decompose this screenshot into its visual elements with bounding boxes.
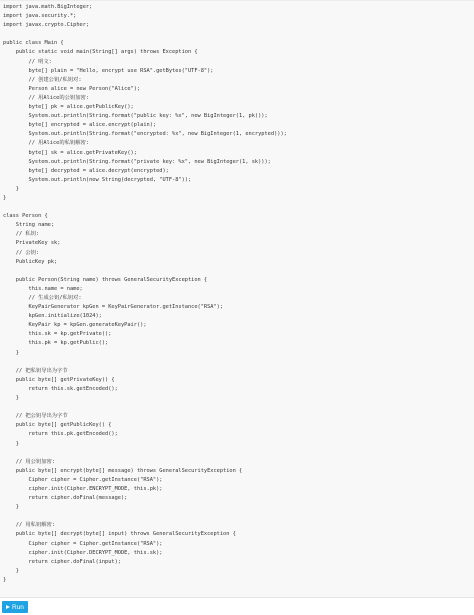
code-line: byte[] decrypted = alice.decrypt(encrypted); <box>3 167 169 174</box>
code-line: byte[] plain = "Hello, encrypt use RSA".getBytes("UTF-8"); <box>3 67 214 74</box>
code-line: // 生成公钥/私钥对: <box>3 295 82 301</box>
code-line: Cipher cipher = Cipher.getInstance("RSA"); <box>3 476 163 483</box>
code-line: // 把公钥导出为字节 <box>3 413 68 420</box>
code-line: public Person(String name) throws GeneralSecurityException { <box>3 276 208 283</box>
code-line: return this.sk.getEncoded(); <box>3 385 118 392</box>
code-line: // 用公钥加密: <box>3 458 55 465</box>
code-line <box>3 449 474 458</box>
code-line: return cipher.doFinal(input); <box>3 558 121 565</box>
code-line <box>3 267 474 276</box>
code-line: class Person { <box>3 213 48 220</box>
code-line: public byte[] getPublicKey() { <box>3 422 112 429</box>
code-line: public byte[] getPrivateKey() { <box>3 376 115 383</box>
code-line: import javax.crypto.Cipher; <box>3 22 90 29</box>
code-line: public class Main { <box>3 40 64 47</box>
code-line: this.name = name; <box>3 285 83 292</box>
code-line: public static void main(String[] args) throws Exception { <box>3 49 198 56</box>
code-line: // 把私钥导出为字节 <box>3 367 68 374</box>
code-line <box>3 203 474 212</box>
code-line: public byte[] encrypt(byte[] message) throws GeneralSecurityException { <box>3 467 243 474</box>
code-line: // 创建公钥/私钥对: <box>3 76 82 83</box>
code-line: // 明文: <box>3 58 52 65</box>
code-line: // 公钥: <box>3 249 40 256</box>
code-line: byte[] sk = alice.getPrivateKey(); <box>3 149 137 156</box>
code-line: } <box>3 576 7 583</box>
code-line: String name; <box>3 222 55 229</box>
play-icon <box>6 605 10 609</box>
code-line: } <box>3 194 7 201</box>
code-line: // 私钥: <box>3 231 40 238</box>
code-line: this.sk = kp.getPrivate(); <box>3 331 112 338</box>
code-line: kpGen.initialize(1024); <box>3 313 102 320</box>
code-line <box>3 30 474 39</box>
code-content[interactable] <box>0 1 474 585</box>
code-line: System.out.println(String.format("public key: %x", new BigInteger(1, pk))); <box>3 113 268 120</box>
code-line: // 用Alice的公钥加密: <box>3 94 89 101</box>
run-button-label: Run <box>12 603 24 611</box>
code-line: // 用私钥解密: <box>3 522 55 529</box>
code-line: Cipher cipher = Cipher.getInstance("RSA"); <box>3 540 163 547</box>
code-line: // 用Alice的私钥解密: <box>3 140 89 147</box>
code-line: import java.security.*; <box>3 13 77 20</box>
code-line <box>3 358 474 367</box>
code-line <box>3 403 474 412</box>
code-line: public byte[] decrypt(byte[] input) throws GeneralSecurityException { <box>3 531 236 538</box>
code-line: System.out.println(String.format("encrypted: %x", new BigInteger(1, encrypted))); <box>3 131 287 138</box>
code-line: byte[] pk = alice.getPublicKey(); <box>3 104 134 111</box>
code-line: return cipher.doFinal(message); <box>3 495 128 502</box>
run-button[interactable] <box>2 601 28 613</box>
code-line: System.out.println(new String(decrypted, "UTF-8")); <box>3 176 192 183</box>
code-line: byte[] encrypted = alice.encrypt(plain); <box>3 122 157 129</box>
code-line: } <box>3 440 19 447</box>
code-line: } <box>3 395 19 402</box>
code-line: Person alice = new Person("Alice"); <box>3 85 141 92</box>
code-line: this.pk = kp.getPublic(); <box>3 340 109 347</box>
code-line: } <box>3 567 19 574</box>
code-line: } <box>3 504 19 511</box>
editor-toolbar <box>0 597 474 615</box>
code-line: System.out.println(String.format("private key: %x", new BigInteger(1, sk))); <box>3 158 271 165</box>
code-line: return this.pk.getEncoded(); <box>3 431 118 438</box>
code-line: } <box>3 349 19 356</box>
code-line: KeyPair kp = kpGen.generateKeyPair(); <box>3 322 147 329</box>
code-line: cipher.init(Cipher.ENCRYPT_MODE, this.pk); <box>3 485 163 492</box>
code-line: cipher.init(Cipher.DECRYPT_MODE, this.sk); <box>3 549 163 556</box>
code-line: KeyPairGenerator kpGen = KeyPairGenerator.getInstance("RSA"); <box>3 304 224 311</box>
code-line <box>3 512 474 521</box>
code-line: PrivateKey sk; <box>3 240 61 247</box>
code-line: PublicKey pk; <box>3 258 58 265</box>
code-line: } <box>3 185 19 192</box>
code-line: import java.math.BigInteger; <box>3 4 93 10</box>
